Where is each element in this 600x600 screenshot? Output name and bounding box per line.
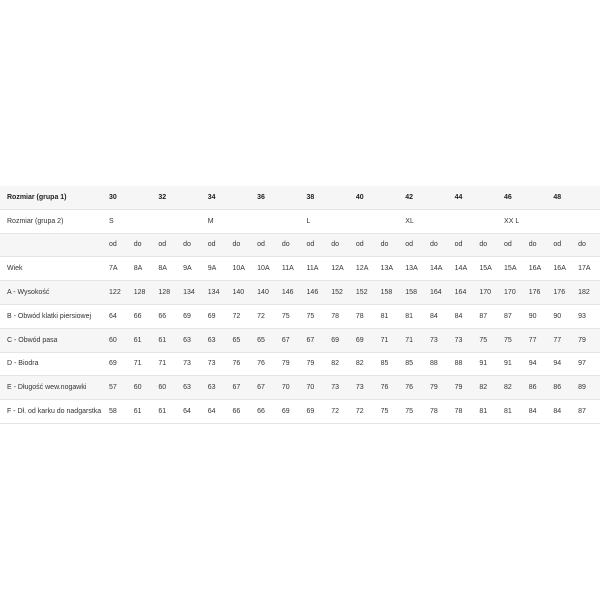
table-cell: od — [501, 233, 526, 257]
table-cell: 140 — [254, 281, 279, 305]
table-cell: 70 — [279, 376, 304, 400]
table-cell: 69 — [353, 328, 378, 352]
table-cell: 79 — [452, 376, 477, 400]
table-row — [0, 328, 600, 352]
table-cell: 170 — [501, 281, 526, 305]
table-cell: 78 — [452, 400, 477, 424]
table-cell: od — [353, 233, 378, 257]
table-cell: 71 — [131, 352, 156, 376]
table-cell: do — [328, 233, 353, 257]
table-cell: od — [550, 233, 575, 257]
table-cell: 87 — [501, 304, 526, 328]
table-cell: 146 — [304, 281, 329, 305]
table-cell: 16A — [550, 257, 575, 281]
table-row — [0, 352, 600, 376]
row-label: E - Długość wew.nogawki — [0, 376, 106, 400]
table-row — [0, 376, 600, 400]
table-cell: 61 — [155, 328, 180, 352]
table-cell: 82 — [353, 352, 378, 376]
table-cell: 10A — [254, 257, 279, 281]
table-cell: 88 — [452, 352, 477, 376]
table-cell: 75 — [501, 328, 526, 352]
row-label: F - Dł. od karku do nadgarstka — [0, 400, 106, 424]
table-cell: od — [106, 233, 131, 257]
table-cell: 58 — [106, 400, 131, 424]
table-cell: 73 — [180, 352, 205, 376]
row-label: A - Wysokość — [0, 281, 106, 305]
table-cell — [131, 186, 156, 209]
table-cell: 79 — [279, 352, 304, 376]
table-cell: 73 — [427, 328, 452, 352]
table-cell: do — [476, 233, 501, 257]
table-cell: 82 — [476, 376, 501, 400]
table-cell: 164 — [427, 281, 452, 305]
table-row — [0, 304, 600, 328]
table-cell — [229, 186, 254, 209]
table-cell: 70 — [304, 376, 329, 400]
table-cell: 79 — [304, 352, 329, 376]
table-cell — [575, 209, 600, 233]
table-cell: 72 — [353, 400, 378, 424]
table-cell — [452, 209, 477, 233]
table-cell: 13A — [378, 257, 403, 281]
table-cell: 87 — [575, 400, 600, 424]
table-cell: od — [205, 233, 230, 257]
table-cell: 164 — [452, 281, 477, 305]
table-cell: 69 — [106, 352, 131, 376]
table-cell: 72 — [328, 400, 353, 424]
table-cell: 42 — [402, 186, 427, 209]
table-cell: 66 — [155, 304, 180, 328]
table-cell: 67 — [279, 328, 304, 352]
table-cell: 91 — [501, 352, 526, 376]
table-cell: 90 — [550, 304, 575, 328]
table-cell — [131, 209, 156, 233]
table-cell: 60 — [131, 376, 156, 400]
table-cell: 72 — [229, 304, 254, 328]
table-cell: 67 — [254, 376, 279, 400]
table-cell: 81 — [402, 304, 427, 328]
table-cell: 85 — [402, 352, 427, 376]
table-cell — [279, 186, 304, 209]
table-cell: L — [304, 209, 329, 233]
table-cell: 73 — [353, 376, 378, 400]
table-cell: 7A — [106, 257, 131, 281]
table-cell: 93 — [575, 304, 600, 328]
row-label: B - Obwód klatki piersiowej — [0, 304, 106, 328]
table-cell — [526, 209, 551, 233]
table-cell: 73 — [205, 352, 230, 376]
table-cell — [328, 186, 353, 209]
table-cell: 82 — [501, 376, 526, 400]
row-label: Wiek — [0, 257, 106, 281]
table-cell: do — [229, 233, 254, 257]
table-cell: 82 — [328, 352, 353, 376]
table-cell: 65 — [229, 328, 254, 352]
table-cell: 15A — [476, 257, 501, 281]
table-cell: 9A — [205, 257, 230, 281]
table-cell: 85 — [378, 352, 403, 376]
table-row — [0, 281, 600, 305]
table-cell: 61 — [131, 328, 156, 352]
table-cell: do — [526, 233, 551, 257]
table-cell: od — [254, 233, 279, 257]
table-cell: 76 — [402, 376, 427, 400]
table-cell — [328, 209, 353, 233]
table-cell: 75 — [476, 328, 501, 352]
table-cell — [180, 186, 205, 209]
table-cell: 48 — [550, 186, 575, 209]
table-cell: do — [279, 233, 304, 257]
table-cell: od — [452, 233, 477, 257]
table-cell: 91 — [476, 352, 501, 376]
table-cell: 73 — [452, 328, 477, 352]
table-cell: 88 — [427, 352, 452, 376]
table-cell: 11A — [304, 257, 329, 281]
table-cell: 176 — [526, 281, 551, 305]
table-cell: 30 — [106, 186, 131, 209]
table-cell — [476, 209, 501, 233]
table-cell: 79 — [427, 376, 452, 400]
table-cell — [180, 209, 205, 233]
table-cell: 76 — [378, 376, 403, 400]
table-cell: 44 — [452, 186, 477, 209]
table-cell: 69 — [304, 400, 329, 424]
table-cell — [378, 209, 403, 233]
table-cell: 16A — [526, 257, 551, 281]
table-cell: do — [180, 233, 205, 257]
table-cell: 15A — [501, 257, 526, 281]
table-cell: 97 — [575, 352, 600, 376]
table-cell: XL — [402, 209, 427, 233]
table-cell: 134 — [180, 281, 205, 305]
table-cell: 84 — [526, 400, 551, 424]
table-cell: 64 — [205, 400, 230, 424]
table-cell: 14A — [427, 257, 452, 281]
table-cell: 87 — [476, 304, 501, 328]
table-cell: 81 — [501, 400, 526, 424]
table-cell: 12A — [328, 257, 353, 281]
table-cell: 71 — [155, 352, 180, 376]
table-cell: 75 — [378, 400, 403, 424]
table-cell — [550, 209, 575, 233]
table-cell: 60 — [106, 328, 131, 352]
row-label: Rozmiar (grupa 2) — [0, 209, 106, 233]
table-cell: 46 — [501, 186, 526, 209]
table-cell: 84 — [427, 304, 452, 328]
table-cell: 69 — [328, 328, 353, 352]
table-cell: 57 — [106, 376, 131, 400]
table-cell: 90 — [526, 304, 551, 328]
table-cell: 77 — [550, 328, 575, 352]
table-cell: 84 — [452, 304, 477, 328]
table-cell: 78 — [427, 400, 452, 424]
table-cell: 94 — [550, 352, 575, 376]
table-cell: 8A — [155, 257, 180, 281]
table-cell: 73 — [328, 376, 353, 400]
row-label — [0, 233, 106, 257]
table-cell: 75 — [304, 304, 329, 328]
table-cell: 72 — [254, 304, 279, 328]
table-cell: 71 — [378, 328, 403, 352]
table-cell: 40 — [353, 186, 378, 209]
table-row — [0, 400, 600, 424]
table-cell — [378, 186, 403, 209]
table-cell: 67 — [229, 376, 254, 400]
table-cell — [476, 186, 501, 209]
table-cell: 63 — [180, 328, 205, 352]
size-chart-table — [0, 186, 600, 424]
table-cell: 89 — [575, 376, 600, 400]
row-label: Rozmiar (grupa 1) — [0, 186, 106, 209]
table-cell: 94 — [526, 352, 551, 376]
table-cell: 128 — [131, 281, 156, 305]
table-cell: 158 — [378, 281, 403, 305]
table-cell — [427, 209, 452, 233]
table-cell: 8A — [131, 257, 156, 281]
table-row — [0, 186, 600, 209]
table-cell: 146 — [279, 281, 304, 305]
table-cell: 77 — [526, 328, 551, 352]
table-cell — [254, 209, 279, 233]
table-cell: 38 — [304, 186, 329, 209]
table-cell — [229, 209, 254, 233]
table-cell: 32 — [155, 186, 180, 209]
table-cell: 10A — [229, 257, 254, 281]
table-cell: 64 — [180, 400, 205, 424]
table-cell: 66 — [229, 400, 254, 424]
table-cell: 9A — [180, 257, 205, 281]
table-cell: 69 — [279, 400, 304, 424]
table-cell: 176 — [550, 281, 575, 305]
table-row — [0, 257, 600, 281]
table-cell: 63 — [205, 376, 230, 400]
table-cell: 66 — [131, 304, 156, 328]
table-cell — [526, 186, 551, 209]
table-cell: od — [304, 233, 329, 257]
table-cell: 63 — [180, 376, 205, 400]
table-cell: do — [575, 233, 600, 257]
table-cell: 63 — [205, 328, 230, 352]
table-cell: 78 — [328, 304, 353, 328]
table-cell: S — [106, 209, 131, 233]
table-cell — [155, 209, 180, 233]
table-cell: 128 — [155, 281, 180, 305]
table-row — [0, 209, 600, 233]
table-cell: 11A — [279, 257, 304, 281]
table-cell: 76 — [254, 352, 279, 376]
table-cell: 86 — [526, 376, 551, 400]
table-cell: 84 — [550, 400, 575, 424]
table-cell: 64 — [106, 304, 131, 328]
table-cell: 71 — [402, 328, 427, 352]
table-cell — [427, 186, 452, 209]
table-cell: 75 — [402, 400, 427, 424]
table-cell: 14A — [452, 257, 477, 281]
table-cell — [353, 209, 378, 233]
table-cell: 182 — [575, 281, 600, 305]
table-cell: 152 — [353, 281, 378, 305]
table-cell: 140 — [229, 281, 254, 305]
table-cell — [279, 209, 304, 233]
table-cell: 69 — [180, 304, 205, 328]
table-cell: 69 — [205, 304, 230, 328]
table-cell: od — [155, 233, 180, 257]
table-cell: 12A — [353, 257, 378, 281]
table-cell — [575, 186, 600, 209]
table-cell: 61 — [131, 400, 156, 424]
table-cell: 61 — [155, 400, 180, 424]
table-cell: 17A — [575, 257, 600, 281]
table-cell: 81 — [378, 304, 403, 328]
table-cell: 75 — [279, 304, 304, 328]
table-cell: 13A — [402, 257, 427, 281]
table-cell: 65 — [254, 328, 279, 352]
table-cell: do — [131, 233, 156, 257]
table-cell: 34 — [205, 186, 230, 209]
table-cell: XX L — [501, 209, 526, 233]
table-cell: 67 — [304, 328, 329, 352]
row-label: D - Biodra — [0, 352, 106, 376]
table-cell: do — [378, 233, 403, 257]
table-cell: 158 — [402, 281, 427, 305]
row-label: C - Obwód pasa — [0, 328, 106, 352]
table-cell: 60 — [155, 376, 180, 400]
table-cell: 152 — [328, 281, 353, 305]
table-row — [0, 233, 600, 257]
table-cell: 134 — [205, 281, 230, 305]
table-cell: do — [427, 233, 452, 257]
table-cell: 79 — [575, 328, 600, 352]
table-cell: 170 — [476, 281, 501, 305]
table-cell: 81 — [476, 400, 501, 424]
table-cell: 122 — [106, 281, 131, 305]
table-cell: 86 — [550, 376, 575, 400]
table-cell: od — [402, 233, 427, 257]
table-cell: 76 — [229, 352, 254, 376]
table-cell: 36 — [254, 186, 279, 209]
table-cell: M — [205, 209, 230, 233]
table-cell: 66 — [254, 400, 279, 424]
table-cell: 78 — [353, 304, 378, 328]
